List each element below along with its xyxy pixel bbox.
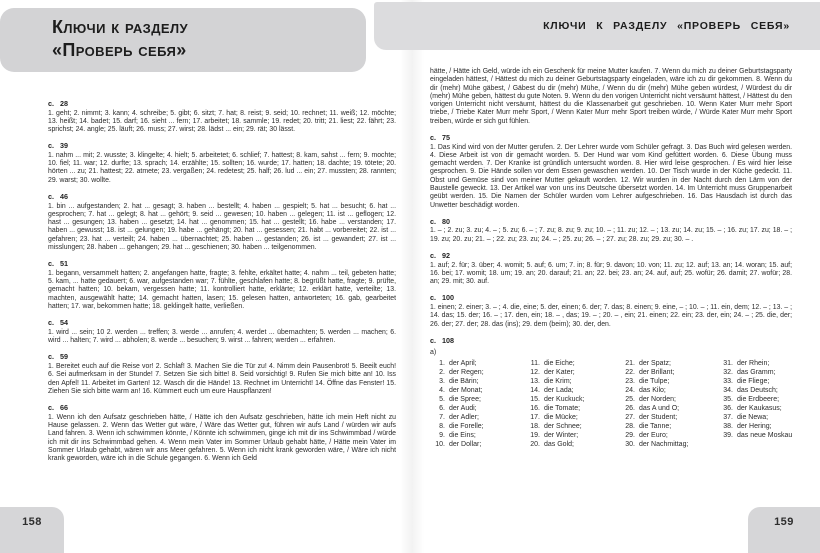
word-item-number: 9. (439, 431, 445, 439)
word-list-item (430, 404, 525, 413)
word-item-text: der Kaukasus; (737, 404, 782, 412)
word-item-number: 6. (439, 404, 445, 412)
answer-section (430, 133, 792, 210)
section-title-line2: «Проверь себя» (52, 40, 187, 60)
right-page-content (430, 68, 792, 449)
word-item-number: 39. (723, 431, 733, 439)
section-heading: с. 80 (430, 216, 450, 226)
word-list-item (718, 368, 792, 377)
section-heading: с. 75 (430, 133, 450, 143)
word-item-text: das neue Moskau (737, 431, 793, 439)
word-item-number: 18. (530, 422, 540, 430)
word-list-item (718, 413, 792, 422)
word-item-text: der Student; (639, 413, 678, 421)
word-item-text: die Eins; (449, 431, 476, 439)
word-list-item (620, 359, 718, 368)
word-item-number: 35. (723, 395, 733, 403)
section-heading: с. 46 (48, 192, 68, 202)
word-item-number: 17. (530, 413, 540, 421)
word-item-number: 22. (625, 368, 635, 376)
word-item-text: die Tulpe; (639, 377, 670, 385)
word-item-number: 8. (439, 422, 445, 430)
word-item-text: der Brillant; (639, 368, 675, 376)
word-item-text: die Spree; (449, 395, 481, 403)
answer-section-word-list (430, 336, 792, 449)
section-heading: с. 66 (48, 403, 68, 413)
section-body: 1. nahm ... mit; 2. wusste; 3. klingelte; 4. hielt; 5. arbeitetet; 6. schlief; 7. hattest; 8. kam, sahst ... fern; 9. mochte; 10. fiel; 11. war; 12. durfte; 13. sprach; 14. erzählte; 15. sollten; 16. wurde; 17. hatten; 18. dachte; 19. tötete; 20. hörten ... zu; 21. hattest; 22. atmete; 23. vergaßen; 24. redetest; 25. half; 26. lud ... ein; 27. mussten; 28. rannten; 29. warst; 30. wollte. (48, 151, 396, 184)
word-item-number: 20. (530, 440, 540, 448)
answer-section (48, 259, 396, 311)
answer-section (48, 403, 396, 463)
section-heading: с. 28 (48, 99, 68, 108)
section-body: 1. begann, versammelt hatten; 2. angefangen hatte, fragte; 3. fehlte, erkältet hatte; 4. nahm ... teil, gebeten hatte; 5. kam, ... hatte gedauert; 6. war, aufgestanden war; 7. fühlte, geschlafen hatte; 8. begrüßt hatte, fragte; 9. prüfte, gemacht hatten; 10. bekam, vergessen hatte; 11. kontrolliert hatte, erklärte; 12. erklärt hatte, verteilte; 13. machten, ausgewählt hatte; 14. gemacht hatten, lasen; 15. gelesen hatten, antworteten; 16. gab, gearbeitet hatten; 17. war, bekommen hatte; 18. geklingelt hatte, verließen. (48, 269, 396, 311)
section-title-banner (0, 8, 366, 72)
word-item-text: das Gramm; (737, 368, 776, 376)
answer-section (48, 318, 396, 345)
word-item-number: 25. (625, 395, 635, 403)
word-item-number: 2. (439, 368, 445, 376)
word-list-grid (430, 359, 792, 449)
word-item-text: der Audi; (449, 404, 477, 412)
page-number-left: 158 (22, 516, 42, 528)
word-item-number: 30. (625, 440, 635, 448)
word-list-item (718, 395, 792, 404)
word-item-text: der Schnee; (544, 422, 582, 430)
word-item-text: der Adler; (449, 413, 479, 421)
answer-section (48, 141, 396, 185)
section-heading: с. 51 (48, 259, 68, 269)
word-list-item (620, 404, 718, 413)
section-body: 1. Bereitet euch auf die Reise vor! 2. Schlaf! 3. Machen Sie die Tür zu! 4. Nimm dein Pausenbrot! 5. Beeilt euch! 6. Sei aufmerksam in der Stunde! 7. Setzen Sie sich bitte! 8. Seid vorsichtig! 9. Rufen Sie mich bitte an! 10. Iss den Apfel! 11. Arbeitet im Garten! 12. Wasch dir die Hände! 13. Rechnet im Unterricht! 14. Öffne das Fenster! 15. Ziehen Sie sich bitte warm an! 16. Kümmert euch um eure Hauspflanzen! (48, 362, 396, 395)
word-item-text: der Monat; (449, 386, 483, 394)
word-item-number: 28. (625, 422, 635, 430)
word-item-text: der Rhein; (737, 359, 770, 367)
section-body: 1. bin ... aufgestanden; 2. hat ... gesagt; 3. haben ... bestellt; 4. haben ... gespielt; 5. hat ... besucht; 6. hat ... gesprochen; 7. hat ... gelegt; 8. hat ... gehört; 9. seid ... gewesen; 10. haben ... gelegen; 11. ist ... geflogen; 12. hast ... gesungen; 13. haben ... gesetzt; 14. hat ... genommen; 15. hat ... gestellt; 16. habe ... verstanden; 17. haben ... gewusst; 18. ist ... gelungen; 19. habe ... gehängt; 20. hat ... gesessen; 21. habt ... vorbereitet; 22. ist ... gefahren; 23. hat ... verteilt; 24. haben ... übernachtet; 25. haben ... gestanden; 26. ist ... gewandert; 27. ist ... misslungen; 28. haben ... gehangen; 29. hat ... geschienen; 30. haben ... teilgenommen. (48, 202, 396, 252)
section-body: 1. Wenn ich den Aufsatz geschrieben hätte, / Hätte ich den Aufsatz geschrieben, hätte ich mein Heft nicht zu Hause gelassen. 2. Wenn das Wetter gut wäre, / Wäre das Wetter gut, führen wir aufs Land / würden wir aufs Land fahren. 3. Wenn ich schwimmen könnte, / Könnte ich schwimmen, ginge ich mit dir ins Schwimmbad / würde ich mit dir ins Schwimmbad gehen. 4. Wenn mein Vater im Sommer Urlaub gehabt hätte, / Hätte mein Vater im Sommer Urlaub gehabt, wären wir ans Meer gefahren. 5. Wenn ich nicht krank geworden wäre, / Wäre ich nicht krank geworden, wäre ich in die Schule gegangen. 6. Wenn ich Geld (48, 413, 396, 463)
word-item-text: das Gold; (544, 440, 574, 448)
page-number-tab-left (0, 507, 64, 553)
word-item-text: die Fliege; (737, 377, 770, 385)
word-list-item (620, 440, 718, 449)
word-list-item (525, 431, 620, 440)
section-body: 1. auf; 2. für; 3. über; 4. womit; 5. auf; 6. um; 7. in; 8. für; 9. davon; 10. von; 11. zu; 12. auf; 13. an; 14. woran; 15. auf; 16. bei; 17. womit; 18. um; 19. an; 20. darauf; 21. an; 22. bei; 23. an; 24. auf, auf; 25. wofür; 26. damit; 27. wofür; 28. an; 29. mit; 30. auf. (430, 261, 792, 286)
answer-section (48, 192, 396, 252)
word-list-item (525, 386, 620, 395)
right-answer-sections (430, 133, 792, 329)
answer-section (430, 293, 792, 328)
word-item-text: der Kuckuck; (544, 395, 585, 403)
section-body: 1. einen; 2. einer; 3. – ; 4. die, eine; 5. der, einen; 6. der; 7. das; 8. einen; 9. eine, – ; 10. – ; 11. ein, dem; 12. – ; 13. – ; 14. das; 15. der; 16. – ; 17. den, ein; 18. – , das; 19. – ; 20. – , ein; 21. einen; 22. ein; 23. der, ein; 24. – ; 25. die, der; 26. der; 27. der; 28. das (ins); 29. dem (beim); 30. der, den. (430, 303, 792, 328)
word-list-item (430, 431, 525, 440)
word-item-number: 26. (625, 404, 635, 412)
section-heading: с. 108 (430, 335, 454, 345)
word-item-number: 5. (439, 395, 445, 403)
word-item-text: die Forelle; (449, 422, 484, 430)
word-item-number: 1. (439, 359, 445, 367)
word-list-item (430, 422, 525, 431)
word-item-text: der Euro; (639, 431, 668, 439)
answer-section (48, 99, 396, 134)
section-heading: с. 54 (48, 318, 68, 328)
page-number-right: 159 (774, 516, 794, 528)
word-item-number: 24. (625, 386, 635, 394)
word-item-number: 33. (723, 377, 733, 385)
word-item-number: 31. (723, 359, 733, 367)
section-body: 1. wird ... sein; 10 2. werden ... treffen; 3. werde ... anrufen; 4. werdet ... übernachten; 5. werden ... machen; 6. wird ... halten; 7. wird ... abholen; 8. werde ... besuchen; 9. wirst ... fahren; werden ... erfahren. (48, 328, 396, 345)
word-item-number: 7. (439, 413, 445, 421)
section-heading: с. 100 (430, 293, 454, 303)
word-item-number: 38. (723, 422, 733, 430)
section-heading: с. 92 (430, 251, 450, 261)
word-list-item (430, 368, 525, 377)
word-item-number: 19. (530, 431, 540, 439)
left-page-content (48, 92, 396, 463)
word-list-item (718, 431, 792, 440)
word-item-number: 32. (723, 368, 733, 376)
word-item-number: 36. (723, 404, 733, 412)
section-body: 1. Das Kind wird von der Mutter gerufen. 2. Der Lehrer wurde vom Schüler gefragt. 3. Das Buch wird gelesen werden. 4. Diese Arbeit ist von dir gemacht worden. 5. Der Hund war vom Kind gefüttert worden. 6. Diese Übung muss gemacht werden. 7. Der Kranke ist gründlich untersucht worden. 8. Hier wird leise gesprochen. / Es wird hier leise gesprochen. 9. Die Hände sollen vor dem Essen gewaschen werden. 10. Der Tisch wurde in der Küche gedeckt. 11. Obst und Gemüse sind von meiner Mutter gekauft worden. 12. Wir wurden in der Nacht durch den Lärm von der Baustelle geweckt. 13. Der Artikel war von uns ins Deutsche übersetzt worden. 14. Im Unterricht muss Gruppenarbeit geübt werden. 15. Die Namen der Schüler wurden vom Lehrer aufgeschrieben. 16. Das Hausdach ist durch das Unwetter beschädigt worden. (430, 143, 792, 209)
word-item-text: der April; (449, 359, 477, 367)
word-list-item (620, 413, 718, 422)
word-list-item (430, 413, 525, 422)
word-list-item (718, 386, 792, 395)
word-item-text: der Spatz; (639, 359, 671, 367)
word-list-item (430, 377, 525, 386)
word-item-text: die Eiche; (544, 359, 575, 367)
word-item-text: der Norden; (639, 395, 676, 403)
word-item-number: 13. (530, 377, 540, 385)
word-list-column-1 (430, 359, 525, 449)
word-item-number: 16. (530, 404, 540, 412)
word-list-item (525, 413, 620, 422)
word-list-item (430, 386, 525, 395)
word-item-text: der Nachmittag; (639, 440, 689, 448)
word-item-number: 15. (530, 395, 540, 403)
word-list-item (430, 359, 525, 368)
word-list-item (525, 359, 620, 368)
word-item-text: die Newa; (737, 413, 769, 421)
word-list-item (430, 395, 525, 404)
word-list-item (718, 422, 792, 431)
word-list-item (620, 395, 718, 404)
word-item-number: 23. (625, 377, 635, 385)
word-item-number: 4. (439, 386, 445, 394)
word-item-text: der Kater; (544, 368, 575, 376)
word-item-number: 34. (723, 386, 733, 394)
word-item-text: die Krim; (544, 377, 572, 385)
section-heading: с. 39 (48, 141, 68, 151)
word-list-column-2 (525, 359, 620, 449)
section-body: 1. – ; 2. zu; 3. zu; 4. – ; 5. zu; 6. – ; 7. zu; 8. zu; 9. zu; 10. – ; 11. zu; 12. – ; 13. zu; 14. zu; 15. – ; 16. zu; 17. zu; 18. – ; 19. zu; 20. zu; 21. – ; 22. zu; 23. zu; 24. – ; 25. zu; 26. – ; 27. zu; 28. zu; 29. zu; 30. – . (430, 227, 792, 243)
word-item-number: 12. (530, 368, 540, 376)
word-list-sublabel: а) (430, 348, 437, 356)
word-list-item (525, 368, 620, 377)
word-item-number: 11. (530, 359, 540, 367)
word-list-column-4 (718, 359, 792, 449)
word-list-item (525, 377, 620, 386)
word-list-item (718, 359, 792, 368)
word-list-item (525, 404, 620, 413)
word-item-number: 10. (435, 440, 445, 448)
word-item-number: 21. (625, 359, 635, 367)
running-head: КЛЮЧИ К РАЗДЕЛУ «ПРОВЕРЬ СЕБЯ» (543, 20, 790, 32)
word-item-text: das Kilo; (639, 386, 666, 394)
word-list-item (525, 440, 620, 449)
word-list-item (620, 431, 718, 440)
running-head-band (374, 2, 820, 50)
word-item-number: 27. (625, 413, 635, 421)
word-item-text: die Mücke; (544, 413, 578, 421)
word-item-text: der Hering; (737, 422, 772, 430)
answer-section (430, 217, 792, 244)
word-item-number: 37. (723, 413, 733, 421)
word-list-item (620, 386, 718, 395)
page-gutter-shadow (400, 0, 424, 553)
word-list-item (620, 368, 718, 377)
section-title-line1: Ключи к разделу (52, 17, 188, 37)
word-list-column-3 (620, 359, 718, 449)
word-item-text: der Winter; (544, 431, 579, 439)
word-list-item (620, 377, 718, 386)
word-list-item (430, 440, 525, 449)
continuation-paragraph: hätte, / Hätte ich Geld, würde ich ein Geschenk für meine Mutter kaufen. 7. Wenn du mich zu deiner Geburtstagsparty eingeladen hättest, / Hättest du mich zu deiner Geburtstagsparty eingeladen, wäre ich zu dir gekommen. 8. Wenn du dir (mehr) Mühe gäbest, / Gäbest du dir (mehr) Mühe, / Wenn du dir (mehr) Mühe geben würdest, / Würdest du dir (mehr) Mühe geben, hättest du gute Noten. 9. Wenn du den vorigen Unterricht nicht versäumt hättest, / Hättest du den vorigen Unterricht nicht versäumt, hättest du die Klassenarbeit gut geschrieben. 10. Wenn Kater Murr mehr Sport triebe, / Triebe Kater Murr mehr Sport, / Wenn Kater Murr mehr Sport treiben würde, / Würde Kater Murr mehr Sport treiben, würde er sich gut fühlen. (430, 68, 792, 125)
word-list-item (525, 422, 620, 431)
word-item-text: die Erdbeere; (737, 395, 780, 403)
word-item-number: 3. (439, 377, 445, 385)
section-heading: с. 59 (48, 352, 68, 362)
word-item-text: die Bärin; (449, 377, 479, 385)
word-item-text: der Dollar; (449, 440, 482, 448)
word-item-text: der Lada; (544, 386, 574, 394)
word-list-item (620, 422, 718, 431)
word-list-item (718, 404, 792, 413)
page-number-tab-right (748, 507, 820, 553)
section-body: 1. geht; 2. nimmt; 3. kann; 4. schreibe; 5. gibt; 6. sitzt; 7. hat; 8. reist; 9. seid; 10. rechnet; 11. weiß; 12. möchte; 13. heißt; 14. badet; 15. darf; 16. sieht ... fern; 17. arbeitet; 18. sammle; 19. redet; 20. tritt; 21. liest; 22. fährt; 23. sprichst; 24. angle; 25. läuft; 26. muss; 27. wirst; 28. lädst ... ein; 29. rät; 30 lässt. (48, 109, 396, 134)
word-list-item (525, 395, 620, 404)
word-item-text: die Tanne; (639, 422, 672, 430)
answer-section (48, 352, 396, 396)
word-list-item (718, 377, 792, 386)
word-item-number: 14. (530, 386, 540, 394)
word-item-text: das A und O; (639, 404, 680, 412)
word-item-text: die Tomate; (544, 404, 581, 412)
word-item-number: 29. (625, 431, 635, 439)
word-item-text: der Regen; (449, 368, 484, 376)
word-item-text: das Deutsch; (737, 386, 778, 394)
answer-section (430, 251, 792, 286)
